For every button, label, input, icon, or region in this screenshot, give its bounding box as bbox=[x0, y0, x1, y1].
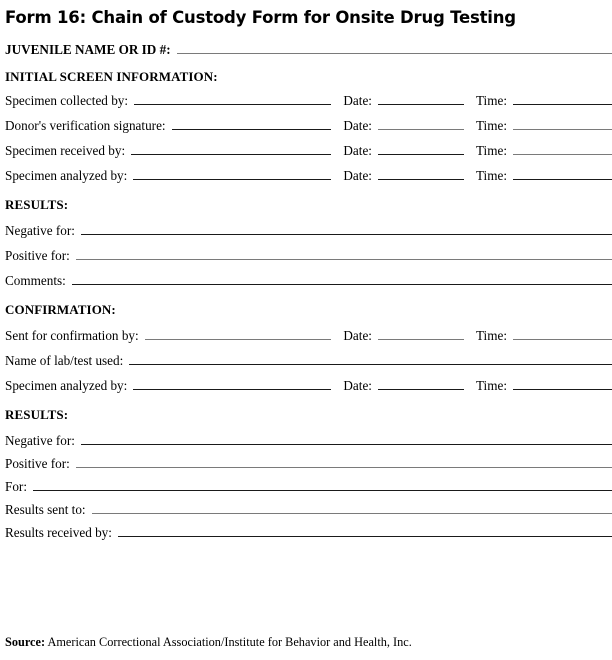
row-initial-negative-for bbox=[5, 223, 612, 238]
row-label: Specimen collected by: bbox=[5, 93, 129, 108]
section-heading-confirmation: CONFIRMATION: bbox=[5, 302, 116, 317]
confirmation-for-input[interactable] bbox=[33, 490, 612, 491]
row-confirmation-for bbox=[5, 479, 612, 494]
confirmation-positive-for-input[interactable] bbox=[76, 467, 612, 468]
row-label: For: bbox=[5, 479, 27, 494]
source-footer bbox=[5, 635, 412, 650]
section-heading-confirmation-results: RESULTS: bbox=[5, 407, 69, 422]
specimen-received-date-input[interactable] bbox=[378, 154, 464, 155]
name-of-lab-test-used-input[interactable] bbox=[129, 364, 612, 365]
row-initial-positive-for bbox=[5, 248, 612, 263]
row-label: Results received by: bbox=[5, 525, 112, 540]
row-label: Specimen analyzed by: bbox=[5, 168, 128, 183]
date-label: Date: bbox=[343, 143, 372, 158]
juvenile-name-row bbox=[5, 42, 612, 57]
specimen-received-time-input[interactable] bbox=[513, 154, 612, 155]
confirmation-specimen-analyzed-time-input[interactable] bbox=[513, 389, 612, 390]
donor-verification-time-input[interactable] bbox=[513, 129, 612, 130]
sent-for-confirmation-date-input[interactable] bbox=[378, 339, 464, 340]
row-label: Negative for: bbox=[5, 223, 75, 238]
source-label: Source: bbox=[5, 635, 46, 649]
row-label: Positive for: bbox=[5, 248, 70, 263]
specimen-collected-date-input[interactable] bbox=[378, 104, 464, 105]
specimen-collected-time-input[interactable] bbox=[513, 104, 612, 105]
date-label: Date: bbox=[343, 328, 372, 343]
row-specimen-collected-by bbox=[5, 93, 612, 108]
time-label: Time: bbox=[475, 328, 507, 343]
row-specimen-analyzed-by bbox=[5, 168, 612, 183]
time-label: Time: bbox=[475, 168, 507, 183]
row-label: Positive for: bbox=[5, 456, 70, 471]
initial-positive-for-input[interactable] bbox=[76, 259, 612, 260]
row-name-of-lab-test-used bbox=[5, 353, 612, 368]
row-results-received-by bbox=[5, 525, 612, 540]
row-confirmation-positive-for bbox=[5, 456, 612, 471]
section-heading-initial-results: RESULTS: bbox=[5, 197, 69, 212]
form-page bbox=[0, 8, 612, 660]
row-label: Negative for: bbox=[5, 433, 75, 448]
row-label: Specimen analyzed by: bbox=[5, 378, 128, 393]
row-label: Sent for confirmation by: bbox=[5, 328, 139, 343]
date-label: Date: bbox=[343, 378, 372, 393]
row-initial-comments bbox=[5, 273, 612, 288]
results-sent-to-input[interactable] bbox=[92, 513, 612, 514]
source-text: American Correctional Association/Institute for Behavior and Health, Inc. bbox=[45, 635, 412, 649]
confirmation-negative-for-input[interactable] bbox=[81, 444, 612, 445]
row-results-sent-to bbox=[5, 502, 612, 517]
juvenile-name-label: JUVENILE NAME OR ID #: bbox=[5, 42, 171, 57]
time-label: Time: bbox=[475, 118, 507, 133]
specimen-collected-by-input[interactable] bbox=[134, 104, 331, 105]
specimen-received-by-input[interactable] bbox=[131, 154, 331, 155]
specimen-analyzed-date-input[interactable] bbox=[378, 179, 464, 180]
row-confirmation-specimen-analyzed-by bbox=[5, 378, 612, 393]
specimen-analyzed-time-input[interactable] bbox=[513, 179, 612, 180]
confirmation-specimen-analyzed-date-input[interactable] bbox=[378, 389, 464, 390]
initial-negative-for-input[interactable] bbox=[81, 234, 612, 235]
time-label: Time: bbox=[475, 143, 507, 158]
initial-comments-input[interactable] bbox=[72, 284, 612, 285]
sent-for-confirmation-time-input[interactable] bbox=[513, 339, 612, 340]
time-label: Time: bbox=[475, 378, 507, 393]
row-label: Name of lab/test used: bbox=[5, 353, 124, 368]
confirmation-specimen-analyzed-by-input[interactable] bbox=[133, 389, 331, 390]
juvenile-name-input[interactable] bbox=[177, 53, 612, 54]
time-label: Time: bbox=[475, 93, 507, 108]
row-label: Results sent to: bbox=[5, 502, 86, 517]
donor-verification-signature-input[interactable] bbox=[172, 129, 332, 130]
results-received-by-input[interactable] bbox=[118, 536, 612, 537]
specimen-analyzed-by-input[interactable] bbox=[133, 179, 331, 180]
row-label: Specimen received by: bbox=[5, 143, 126, 158]
date-label: Date: bbox=[343, 118, 372, 133]
section-heading-initial-screen: INITIAL SCREEN INFORMATION: bbox=[5, 69, 218, 84]
page-title: Form 16: Chain of Custody Form for Onsite Drug Testing bbox=[5, 8, 516, 27]
date-label: Date: bbox=[343, 93, 372, 108]
row-donor-verification-signature bbox=[5, 118, 612, 133]
sent-for-confirmation-by-input[interactable] bbox=[145, 339, 332, 340]
row-label: Donor's verification signature: bbox=[5, 118, 166, 133]
row-specimen-received-by bbox=[5, 143, 612, 158]
date-label: Date: bbox=[343, 168, 372, 183]
donor-verification-date-input[interactable] bbox=[378, 129, 464, 130]
row-sent-for-confirmation-by bbox=[5, 328, 612, 343]
row-confirmation-negative-for bbox=[5, 433, 612, 448]
row-label: Comments: bbox=[5, 273, 66, 288]
